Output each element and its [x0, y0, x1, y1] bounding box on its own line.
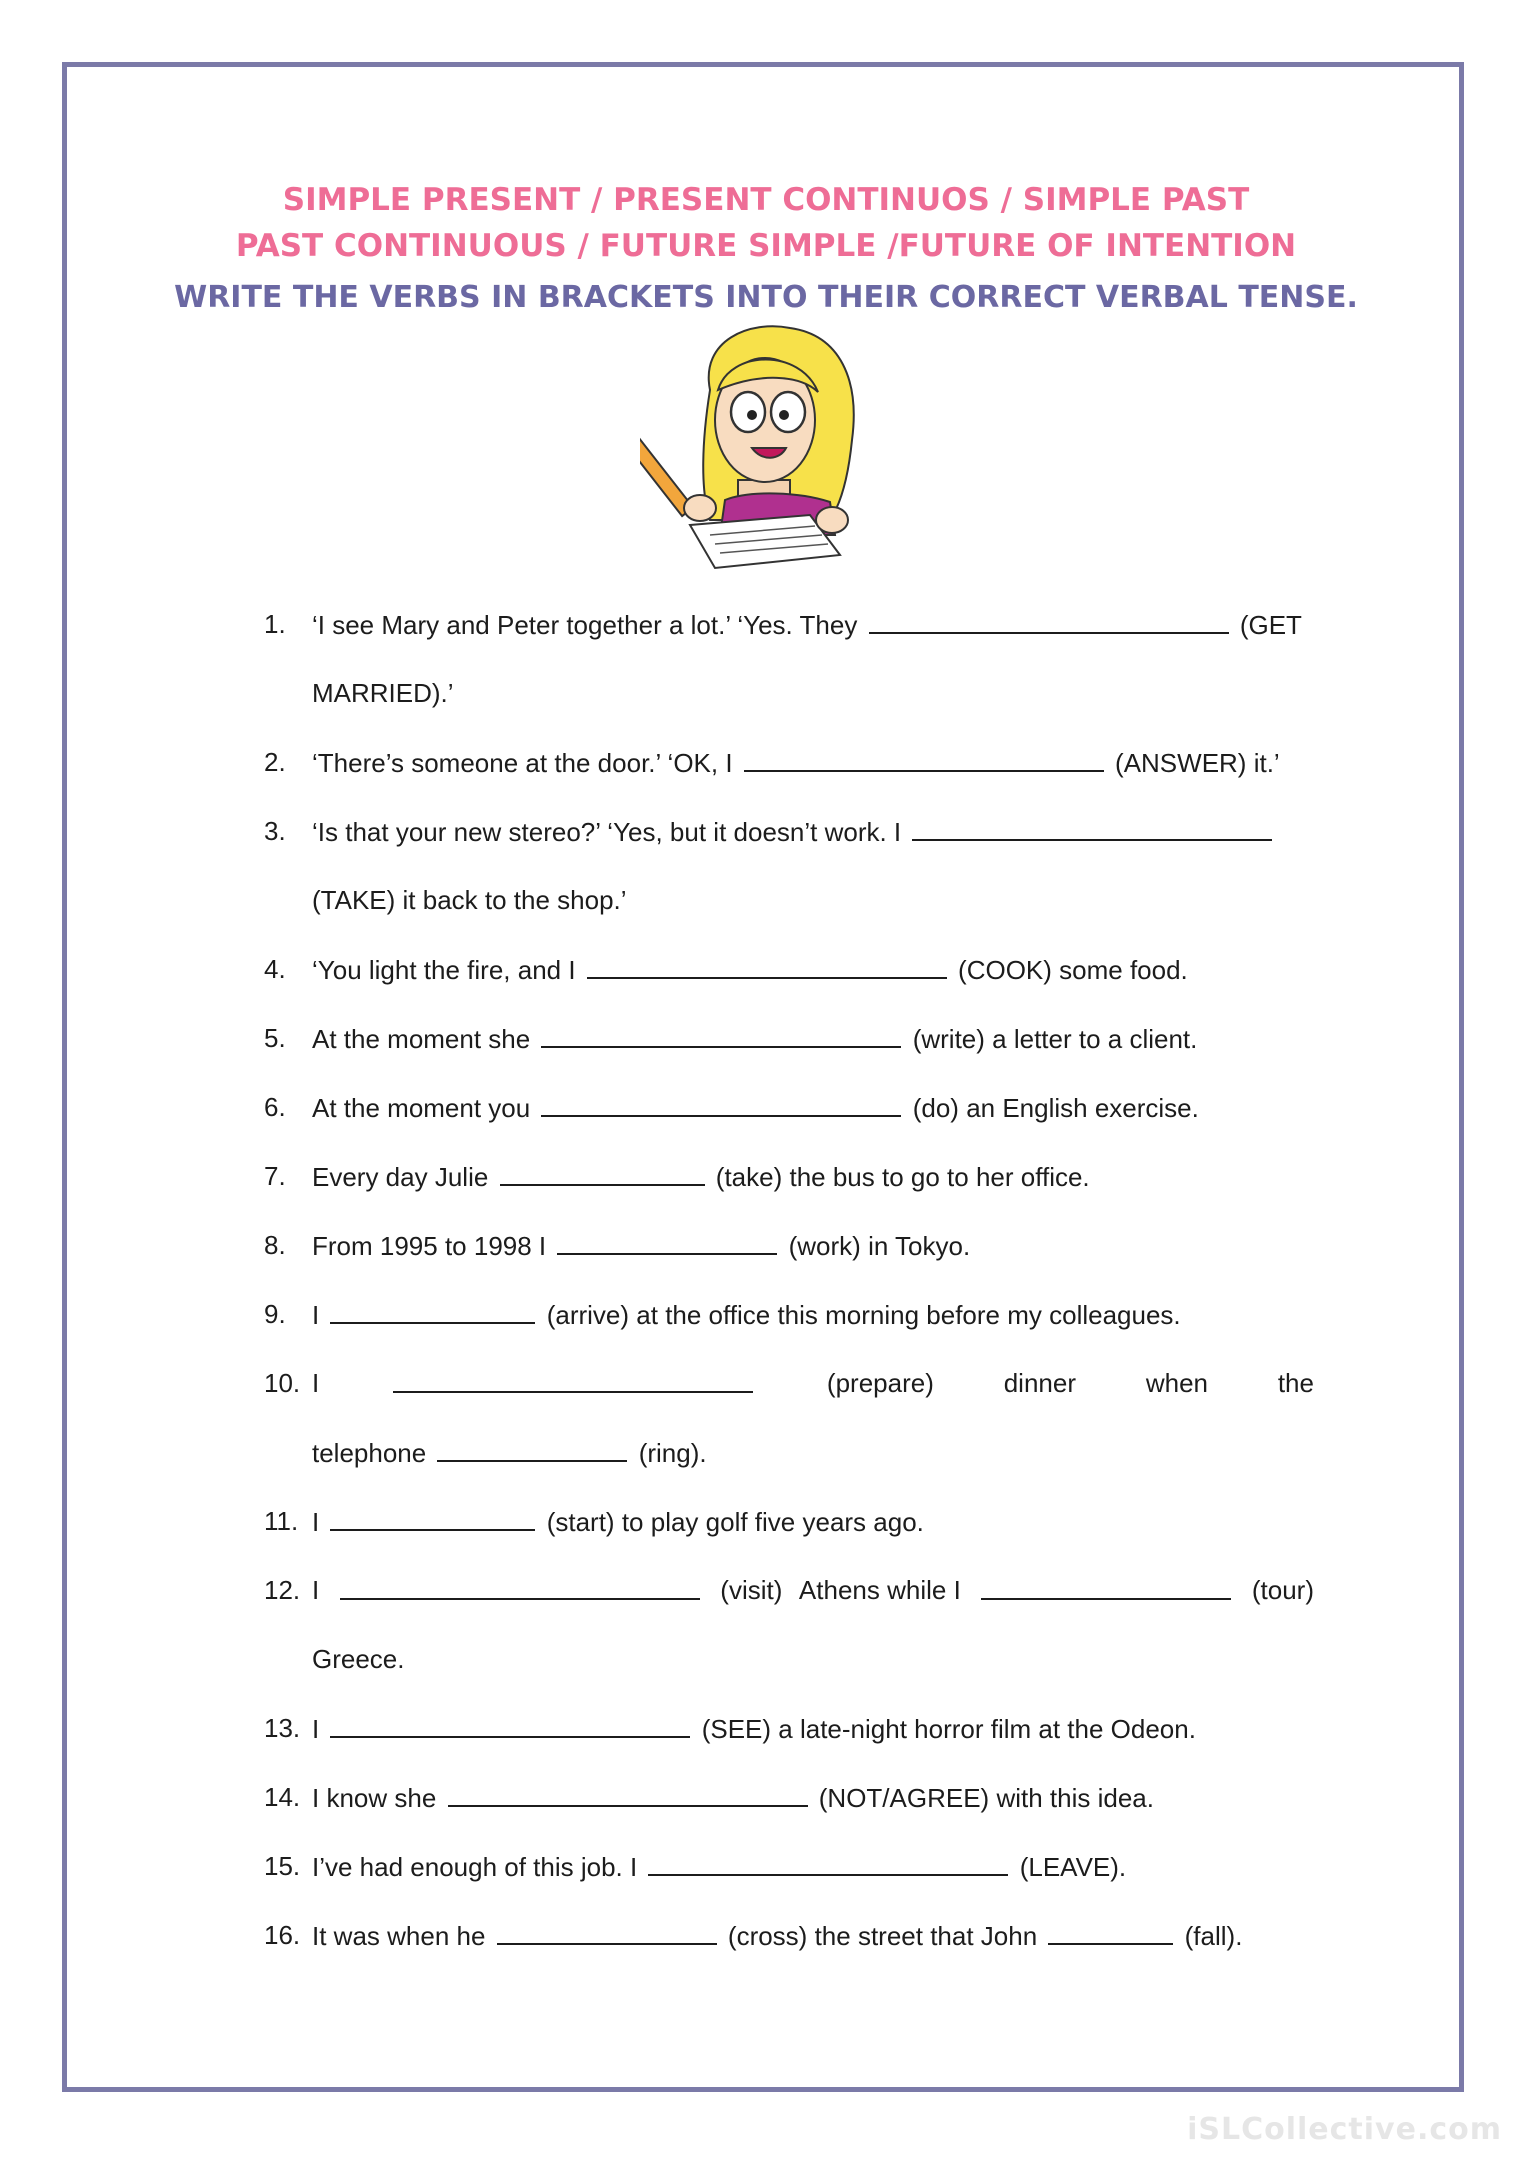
exercise-text: I: [312, 1575, 320, 1605]
exercise-number: 7.: [264, 1161, 286, 1191]
exercise-text: Every day Julie: [312, 1162, 489, 1192]
exercise-text: a late-night horror film at the Odeon.: [778, 1714, 1196, 1744]
verb-hint: (NOT/AGREE): [818, 1783, 990, 1813]
exercise-9: [264, 1294, 1314, 1334]
exercise-text: At the moment you: [312, 1093, 531, 1123]
exercise-text: an English exercise.: [966, 1093, 1199, 1123]
answer-blank[interactable]: [500, 1156, 705, 1186]
verb-hint: (TAKE): [312, 885, 396, 915]
verb-hint: (GET: [1239, 610, 1302, 640]
exercise-12-cont: [264, 1639, 1314, 1679]
answer-blank[interactable]: [869, 604, 1229, 634]
exercise-text: ‘I see Mary and Peter together a lot.’ ‘Yes. They: [312, 610, 858, 640]
exercise-text: some food.: [1059, 955, 1188, 985]
verb-hint: (ANSWER): [1115, 748, 1247, 778]
verb-hint: (COOK): [958, 955, 1052, 985]
exercise-number: 16.: [264, 1920, 301, 1950]
exercise-text: I: [312, 1714, 320, 1744]
exercise-text: ‘Is that your new stereo?’ ‘Yes, but it doesn’t work. I: [312, 817, 902, 847]
exercise-number: 14.: [264, 1782, 301, 1812]
watermark: iSLCollective.com: [1187, 2112, 1502, 2147]
answer-blank[interactable]: [541, 1087, 901, 1117]
answer-blank[interactable]: [393, 1363, 753, 1393]
verb-hint: (arrive): [546, 1300, 630, 1330]
verb-hint: (visit): [720, 1575, 783, 1605]
exercise-number: 11.: [264, 1506, 299, 1536]
exercise-text: the bus to go to her office.: [789, 1162, 1090, 1192]
exercise-11: [264, 1501, 1314, 1541]
exercise-10: [264, 1363, 1314, 1403]
exercise-number: 6.: [264, 1092, 286, 1122]
instruction: WRITE THE VERBS IN BRACKETS INTO THEIR CORRECT VERBAL TENSE.: [174, 280, 1358, 315]
exercise-15: [264, 1846, 1314, 1886]
exercise-number: 2.: [264, 747, 286, 777]
exercise-text: the street that John: [814, 1921, 1038, 1951]
verb-hint: (ring).: [638, 1438, 707, 1468]
exercise-text: I know she: [312, 1783, 437, 1813]
exercise-number: 9.: [264, 1299, 286, 1329]
exercise-text: in Tokyo.: [868, 1231, 971, 1261]
exercise-text: to play golf five years ago.: [621, 1507, 924, 1537]
exercise-text: dinner: [1003, 1368, 1076, 1398]
exercise-text: From 1995 to 1998 I: [312, 1231, 547, 1261]
verb-hint: (prepare): [826, 1368, 934, 1398]
verb-hint: (write): [912, 1024, 985, 1054]
exercise-text: telephone: [312, 1438, 427, 1468]
exercise-5: [264, 1018, 1314, 1058]
answer-blank[interactable]: [497, 1915, 717, 1945]
verb-hint: (work): [788, 1231, 861, 1261]
verb-hint: (SEE): [701, 1714, 772, 1744]
answer-blank[interactable]: [1048, 1915, 1173, 1945]
verb-hint: (cross): [727, 1921, 808, 1951]
verb-hint: (LEAVE).: [1019, 1852, 1127, 1882]
exercise-14: [264, 1777, 1314, 1817]
exercise-1-cont: [264, 673, 1314, 713]
answer-blank[interactable]: [587, 949, 947, 979]
verb-hint: (fall).: [1184, 1921, 1243, 1951]
answer-blank[interactable]: [981, 1570, 1231, 1600]
exercise-text: it.’: [1253, 748, 1280, 778]
exercise-text: the: [1277, 1368, 1314, 1398]
answer-blank[interactable]: [437, 1432, 627, 1462]
exercise-number: 4.: [264, 954, 286, 984]
exercise-text: ‘There’s someone at the door.’ ‘OK, I: [312, 748, 733, 778]
exercise-text: It was when he: [312, 1921, 486, 1951]
exercise-text: Greece.: [312, 1644, 405, 1674]
exercise-4: [264, 949, 1314, 989]
exercise-number: 13.: [264, 1713, 301, 1743]
answer-blank[interactable]: [330, 1501, 535, 1531]
verb-hint: (tour): [1251, 1575, 1314, 1605]
answer-blank[interactable]: [541, 1018, 901, 1048]
exercise-16: [264, 1915, 1314, 1955]
exercise-2: [264, 742, 1314, 782]
verb-hint: (take): [715, 1162, 783, 1192]
exercise-10-cont: [264, 1432, 1314, 1472]
exercise-text: I: [312, 1507, 320, 1537]
exercise-number: 5.: [264, 1023, 286, 1053]
answer-blank[interactable]: [912, 811, 1272, 841]
exercise-number: 15.: [264, 1851, 301, 1881]
exercise-7: [264, 1156, 1314, 1196]
exercise-text: Athens while I: [798, 1575, 961, 1605]
verb-hint: MARRIED).’: [312, 678, 454, 708]
title-line-1: SIMPLE PRESENT / PRESENT CONTINUOS / SIMPLE PAST: [282, 182, 1250, 218]
exercise-text: it back to the shop.’: [402, 885, 627, 915]
answer-blank[interactable]: [340, 1570, 700, 1600]
exercise-number: 3.: [264, 816, 286, 846]
exercise-number: 12.: [264, 1575, 301, 1605]
girl-writing-icon: [640, 320, 890, 585]
exercise-text: At the moment she: [312, 1024, 531, 1054]
exercise-1: [264, 604, 1314, 644]
exercise-text: at the office this morning before my colleagues.: [636, 1300, 1181, 1330]
exercise-3-cont: [264, 880, 1314, 920]
exercise-text: with this idea.: [996, 1783, 1154, 1813]
exercise-number: 8.: [264, 1230, 286, 1260]
exercise-text: when: [1145, 1368, 1208, 1398]
exercise-text: a letter to a client.: [992, 1024, 1198, 1054]
exercise-12: [264, 1570, 1314, 1610]
answer-blank[interactable]: [744, 742, 1104, 772]
exercise-text: ‘You light the fire, and I: [312, 955, 576, 985]
exercise-13: [264, 1708, 1314, 1748]
answer-blank[interactable]: [330, 1294, 535, 1324]
exercise-3: [264, 811, 1314, 851]
exercise-number: 1.: [264, 609, 286, 639]
exercise-6: [264, 1087, 1314, 1127]
verb-hint: (start): [546, 1507, 615, 1537]
answer-blank[interactable]: [648, 1846, 1008, 1876]
answer-blank[interactable]: [557, 1225, 777, 1255]
exercise-8: [264, 1225, 1314, 1265]
exercise-text: I: [312, 1300, 320, 1330]
verb-hint: (do): [912, 1093, 959, 1123]
answer-blank[interactable]: [330, 1708, 690, 1738]
title-line-2: PAST CONTINUOUS / FUTURE SIMPLE /FUTURE OF INTENTION: [235, 228, 1297, 264]
exercise-text: I: [312, 1368, 320, 1398]
exercise-number: 10.: [264, 1368, 301, 1398]
exercise-text: I’ve had enough of this job. I: [312, 1852, 638, 1882]
answer-blank[interactable]: [448, 1777, 808, 1807]
